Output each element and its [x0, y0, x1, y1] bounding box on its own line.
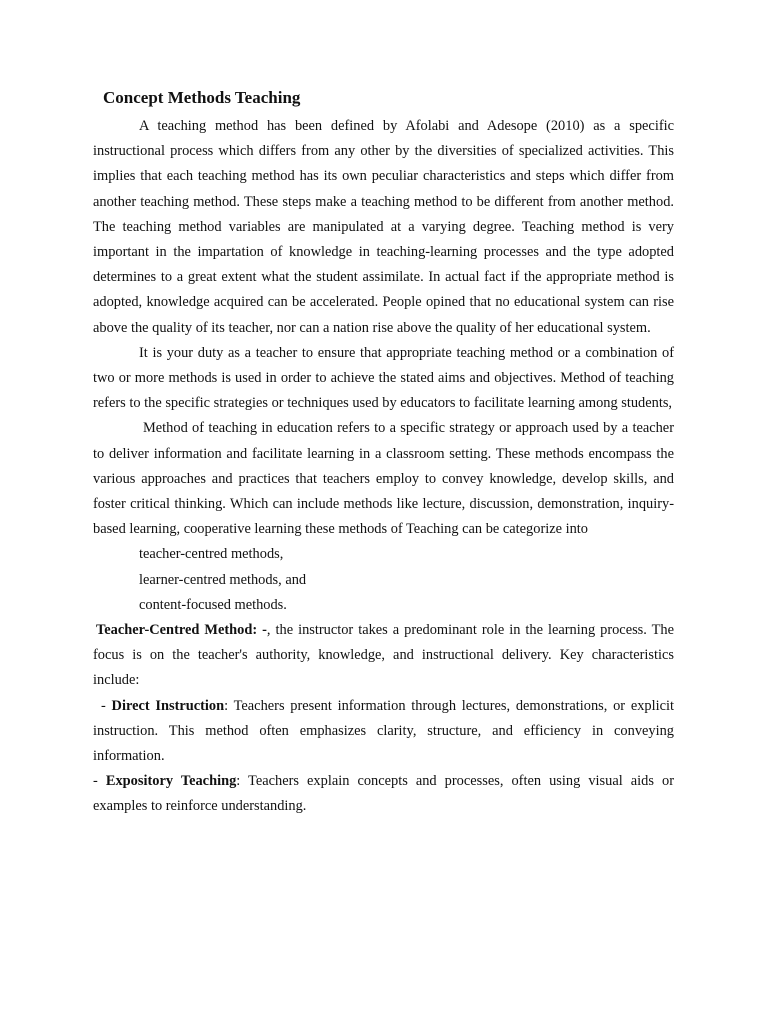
category-item-teacher-centred: teacher-centred methods, [139, 546, 284, 563]
paragraph-teacher-centred [93, 618, 674, 694]
document-title: Concept Methods Teaching [103, 88, 301, 107]
teacher-centred-heading: Teacher-Centred Method: - [96, 622, 267, 639]
expository-teaching-heading: Expository Teaching [105, 773, 237, 790]
paragraph-expository-teaching [93, 769, 674, 819]
direct-instruction-text: : Teachers present information through lectures, demonstrations, or explicit instruction. This method often emphasizes clarity, structure, and efficiency in conveying information. [93, 697, 675, 765]
document-page [93, 85, 674, 820]
direct-instruction-heading: Direct Instruction [111, 697, 225, 714]
category-item-learner-centred: learner-centred methods, and [139, 571, 307, 588]
expository-teaching-text: : Teachers explain concepts and processes, often using visual aids or examples to reinforce understanding. [93, 773, 675, 815]
direct-instruction-prefix: - [101, 697, 112, 714]
paragraph-duty: It is your duty as a teacher to ensure that appropriate teaching method or a combination of two or more methods is used in order to achieve the stated aims and objectives. Method of teaching refers to the specific strategies or techniques used by educators to facilitate learning among students, [93, 344, 674, 412]
teacher-centred-text: , the instructor takes a predominant role in the learning process. The focus is on the teacher's authority, knowledge, and instructional delivery. Key characteristics include: [93, 622, 674, 689]
category-item-content-focused: content-focused methods. [139, 596, 287, 613]
paragraph-direct-instruction [93, 694, 674, 770]
paragraph-method-of-teaching: Method of teaching in education refers to a specific strategy or approach used by a teacher to deliver information and facilitate learning in a classroom setting. These methods encompass the various approaches and practices that teachers employ to convey knowledge, develop skills, and foster critical thinking. Which can include methods like lecture, discussion, demonstration, inquiry-based learning, cooperative learning these methods of Teaching can be categorize into [93, 420, 674, 538]
expository-teaching-prefix: - [93, 773, 106, 790]
paragraph-definition: A teaching method has been defined by Afolabi and Adesope (2010) as a specific instructional process which differs from any other by the diversities of specialized activities. This implies that each teaching method has its own peculiar characteristics and steps which differ from another teaching method. These steps make a teaching method to be different from another method. The teaching method variables are manipulated at a varying degree. Teaching method is very important in the impartation of knowledge in teaching-learning processes and the type adopted determines to a great extent what the student assimilate. In actual fact if the appropriate method is adopted, knowledge acquired can be accelerated. People opined that no educational system can rise above the quality of its teacher, nor can a nation rise above the quality of her educational system. [93, 118, 674, 336]
